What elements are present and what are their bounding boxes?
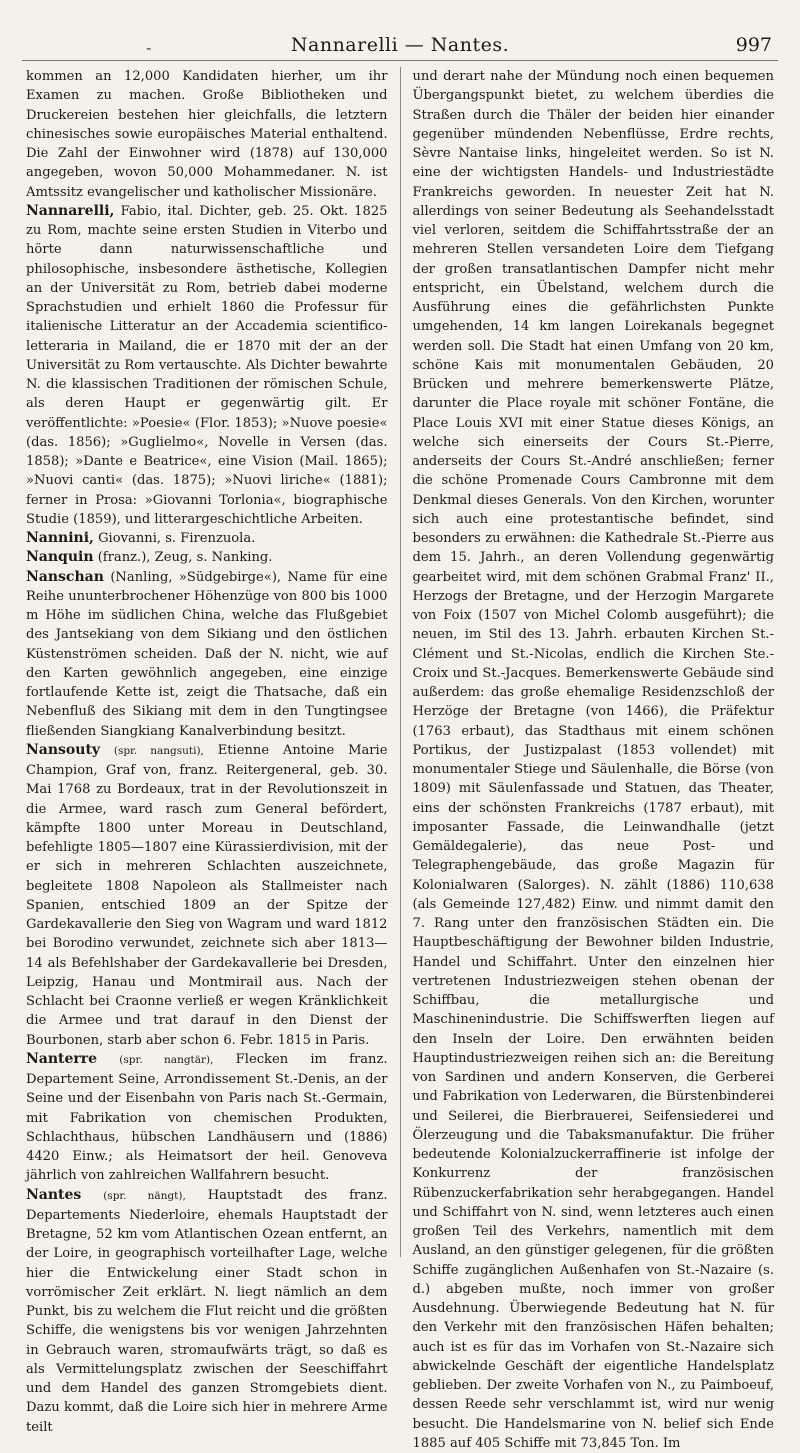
entry-pronunciation: (spr. nängt), — [103, 1189, 186, 1202]
entry-text: Flecken im franz. Departement Seine, Arrondissement St.-Denis, an der Seine und der Eisenbahn von Paris nach St.-Germain, mit Fabrikation von chemischen Produkten, Schlachthaus, hübschen Landhäusern und (1886) 4420 Einw.; als Heimatsort der heil. Genoveva jährlich von zahlreichen Wallfahrern besucht. — [26, 1051, 388, 1184]
entry-headword: Nanschan — [26, 568, 104, 585]
entry-headword: Nannini, — [26, 530, 94, 546]
entry-nantes-continued — [412, 67, 774, 1453]
entry-nansouty — [26, 741, 388, 1050]
entry-nanquin — [26, 548, 388, 567]
entry-pronunciation: (spr. nangtär), — [119, 1053, 214, 1066]
entry-headword: Nanterre — [26, 1050, 98, 1067]
entry-headword: Nanquin — [26, 549, 94, 566]
page-title: Nannarelli — Nantes. — [290, 34, 510, 56]
entry-text: Fabio, ital. Dichter, geb. 25. Okt. 1825 zu Rom, machte seine ersten Studien in Viterbo und hörte dann naturwissenschaftliche und philosophische, insbesondere ästhetische, Kollegien an der Universität zu Rom, betrieb dabei moderne Sprachstudien und erhielt 1860 die Professur für italienische Litteratur an der Accademia scientifico-letteraria in Mailand, die er 1870 mit der an der Universität zu Rom vertauschte. Als Dichter bewahrte N. die klassischen Traditionen der römischen Schule, als deren Haupt er gegenwärtig gilt. Er veröffentlichte: »Poesie« (Flor. 1853); »Nuove poesie« (das. 1856); »Guglielmo«, Novelle in Versen (das. 1858); »Dante e Beatrice«, eine Vision (Mail. 1865); »Nuovi canti« (das. 1875); »Nuovi liriche« (1881); ferner in Prosa: »Giovanni Torlonia«, biographische Studie (1859), und litterargeschichtliche Arbeiten. — [26, 203, 388, 527]
text-columns — [22, 67, 778, 1451]
left-column — [22, 67, 396, 1435]
right-column — [404, 67, 778, 1451]
entry-text: Hauptstadt des franz. Departements Niederloire, ehemals Hauptstadt der Bretagne, 52 km vom Atlantischen Ozean entfernt, an der Loire, in geographisch vorteilhafter Lage, welche hier die Entwickelung einer Stadt schon in vorrömischer Zeit erklärt. N. liegt nämlich an dem Punkt, bis zu welchem die Flut reicht und die größten Schiffe, die wenigstens bis vor wenigen Jahrzehnten in Gebrauch waren, stromaufwärts trägt, so daß es als Vermittelungsplatz zwischen der Seeschiffahrt und dem Handel des ganzen Stromgebiets dient. Dazu kommt, daß die Loire sich hier in mehrere Arme teilt — [26, 1187, 388, 1435]
page-number: 997 — [735, 34, 772, 56]
entry-pronunciation: (spr. nangsuti), — [113, 744, 204, 757]
entry-headword: Nansouty — [26, 741, 101, 758]
entry-text: und derart nahe der Mündung noch einen bequemen Übergangspunkt bietet, zu welchem überdies die Straßen durch die Thäler der beiden hier einander gegenüber mündenden Nebenflüsse, Erdre rechts, Sèvre Nantaise links, hingeleitet werden. So ist N. eine der wichtigsten Handels- und Industriestädte Frankreichs geworden. In neuester Zeit hat N. allerdings von seiner Bedeutung als Seehandelsstadt viel verloren, seitdem die Schiffahrtsstraße der an mehreren Stellen versandeten Loire dem Tiefgang der großen transatlantischen Dampfer nicht mehr entspricht, ein Übelstand, welchem durch die Ausführung eines die gefährlichsten Punkte umgehenden, 14 km langen Loirekanals begegnet werden soll. Die Stadt hat einen Umfang von 20 km, schöne Kais mit monumentalen Gebäuden, 20 Brücken und mehrere bemerkenswerte Plätze, darunter die Place royale mit schöner Fontäne, die Place Louis XVI mit einer Statue dieses Königs, an welche sich einerseits der Cours St.-Pierre, anderseits der Cours St.-André anschließen; ferner die schöne Promenade Cours Cambronne mit dem Denkmal dieses Generals. Von den Kirchen, worunter sich auch eine protestantische befindet, sind besonders zu erwähnen: die Kathedrale St.-Pierre aus dem 15. Jahrh., an deren Vollendung gegenwärtig gearbeitet wird, mit dem schönen Grabmal Franz' II., Herzogs der Bretagne, und der Herzogin Margarete von Foix (1507 von Michel Colomb ausgeführt); die neuen, im Stil des 13. Jahrh. erbauten Kirchen St.-Clément und St.-Nicolas, endlich die Kirchen Ste.-Croix und St.-Jacques. Bemerkenswerte Gebäude sind außerdem: das große ehemalige Residenzschloß der Herzöge der Bretagne (von 1466), die Präfektur (1763 erbaut), das Stadthaus mit einem schönen Portikus, der Justizpalast (1853 vollendet) mit monumentaler Stiege und Säulenhalle, die Börse (von 1809) mit Säulenfassade und Statuen, das Theater, eins der schönsten Frankreichs (1787 erbaut), mit imposanter Fassade, die Leinwandhalle (jetzt Gemäldegalerie), das neue Post- und Telegraphengebäude, das große Magazin für Kolonialwaren (Salorges). N. zählt (1886) 110,638 (als Gemeinde 127,482) Einw. und nimmt damit den 7. Rang unter den französischen Städten ein. Die Hauptbeschäftigung der Bewohner bilden Industrie, Handel und Schiffahrt. Unter den einzelnen hier vertretenen Industriezweigen stehen obenan der Schiffbau, die metallurgische und Maschinenindustrie. Die Schiffswerften liegen auf den Inseln der Loire. Den erwähnten beiden Hauptindustriezweigen reihen sich an: die Bereitung von Sardinen und andern Konserven, die Gerberei und Fabrikation von Lederwaren, die Bürstenbinderei und Seilerei, die Bierbrauerei, Seifensiederei und Ölerzeugung und die Tabaksmanufaktur. Die früher bedeutende Kolonialzuckerraffinerie ist infolge der Konkurrenz der französischen Rübenzuckerfabrikation sehr herabgegangen. Handel und Schiffahrt von N. sind, wenn letzteres auch einen großen Teil des Verkehrs, namentlich mit dem Ausland, an den günstiger gelegenen, für die größten Schiffe zugänglichen Außenhafen von St.-Nazaire (s. d.) abgeben mußte, noch immer von großer Ausdehnung. Überwiegende Bedeutung hat N. für den Verkehr mit den französischen Häfen behalten; auch ist es für das im Vorhafen von St.-Nazaire sich abwickelnde Geschäft der eigentliche Handelsplatz geblieben. Der zweite Vorhafen von N., zu Paimboeuf, dessen Reede sehr verschlammt ist, wird nur wenig besucht. Die Handelsmarine von N. belief sich Ende 1885 auf 405 Schiffe mit 73,845 Ton. Im — [412, 69, 774, 1451]
page-header — [22, 30, 778, 58]
entry-nanterre — [26, 1050, 388, 1186]
corner-mark: - — [146, 38, 152, 57]
entry-continuation — [26, 67, 388, 202]
entry-nannarelli — [26, 202, 388, 529]
entry-headword: Nannarelli, — [26, 202, 115, 219]
entry-text: kommen an 12,000 Kandidaten hierher, um ihr Examen zu machen. Große Bibliotheken und Druckereien bestehen hier gleichfalls, die letztern chinesisches sowie europäisches Material enthaltend. Die Zahl der Einwohner wird (1878) auf 130,000 angegeben, wovon 50,000 Mohammedaner. N. ist Amtssitz evangelischer und katholischer Missionäre. — [26, 69, 388, 200]
entry-text: (franz.), Zeug, s. Nanking. — [97, 550, 273, 566]
entry-nannini — [26, 529, 388, 548]
entry-nantes — [26, 1186, 388, 1437]
entry-nanschan — [26, 568, 388, 741]
column-divider — [400, 67, 401, 1257]
entry-headword: Nantes — [26, 1186, 82, 1203]
entry-text: (Nanling, »Südgebirge«), Name für eine Reihe ununterbrochener Höhenzüge von 800 bis 1000 m Höhe im südlichen China, welche das Flußgebiet des Jantsekiang von dem Sikiang und den östlichen Küstenströmen scheiden. Daß der N. nicht, wie auf den Karten gewöhnlich angegeben, eine einzige fortlaufende Kette ist, zeigt die Thatsache, daß ein Nebenfluß des Sikiang mit dem in den Tungtingsee fließenden Siangkiang Kanalverbindung besitzt. — [26, 569, 388, 739]
header-rule — [22, 60, 778, 61]
entry-text: Giovanni, s. Firenzuola. — [98, 531, 256, 546]
entry-text: Etienne Antoine Marie Champion, Graf von, franz. Reitergeneral, geb. 30. Mai 1768 zu Bordeaux, trat in der Revolutionszeit in die Armee, ward rasch zum General befördert, kämpfte 1800 unter Moreau in Deutschland, befehligte 1805—1807 eine Kürassierdivision, mit der er sich in mehreren Schlachten auszeichnete, begleitete 1808 Napoleon als Stallmeister nach Spanien, entschied 1809 an der Spitze der Gardekavallerie den Sieg von Wagram und ward 1812 bei Borodino verwundet, zeichnete sich aber 1813—14 als Befehlshaber der Gardekavallerie bei Dresden, Leipzig, Hanau und Montmirail aus. Nach der Schlacht bei Craonne verließ er wegen Kränklichkeit die Armee und trat darauf in den Dienst der Bourbonen, starb aber schon 6. Febr. 1815 in Paris. — [26, 742, 388, 1048]
